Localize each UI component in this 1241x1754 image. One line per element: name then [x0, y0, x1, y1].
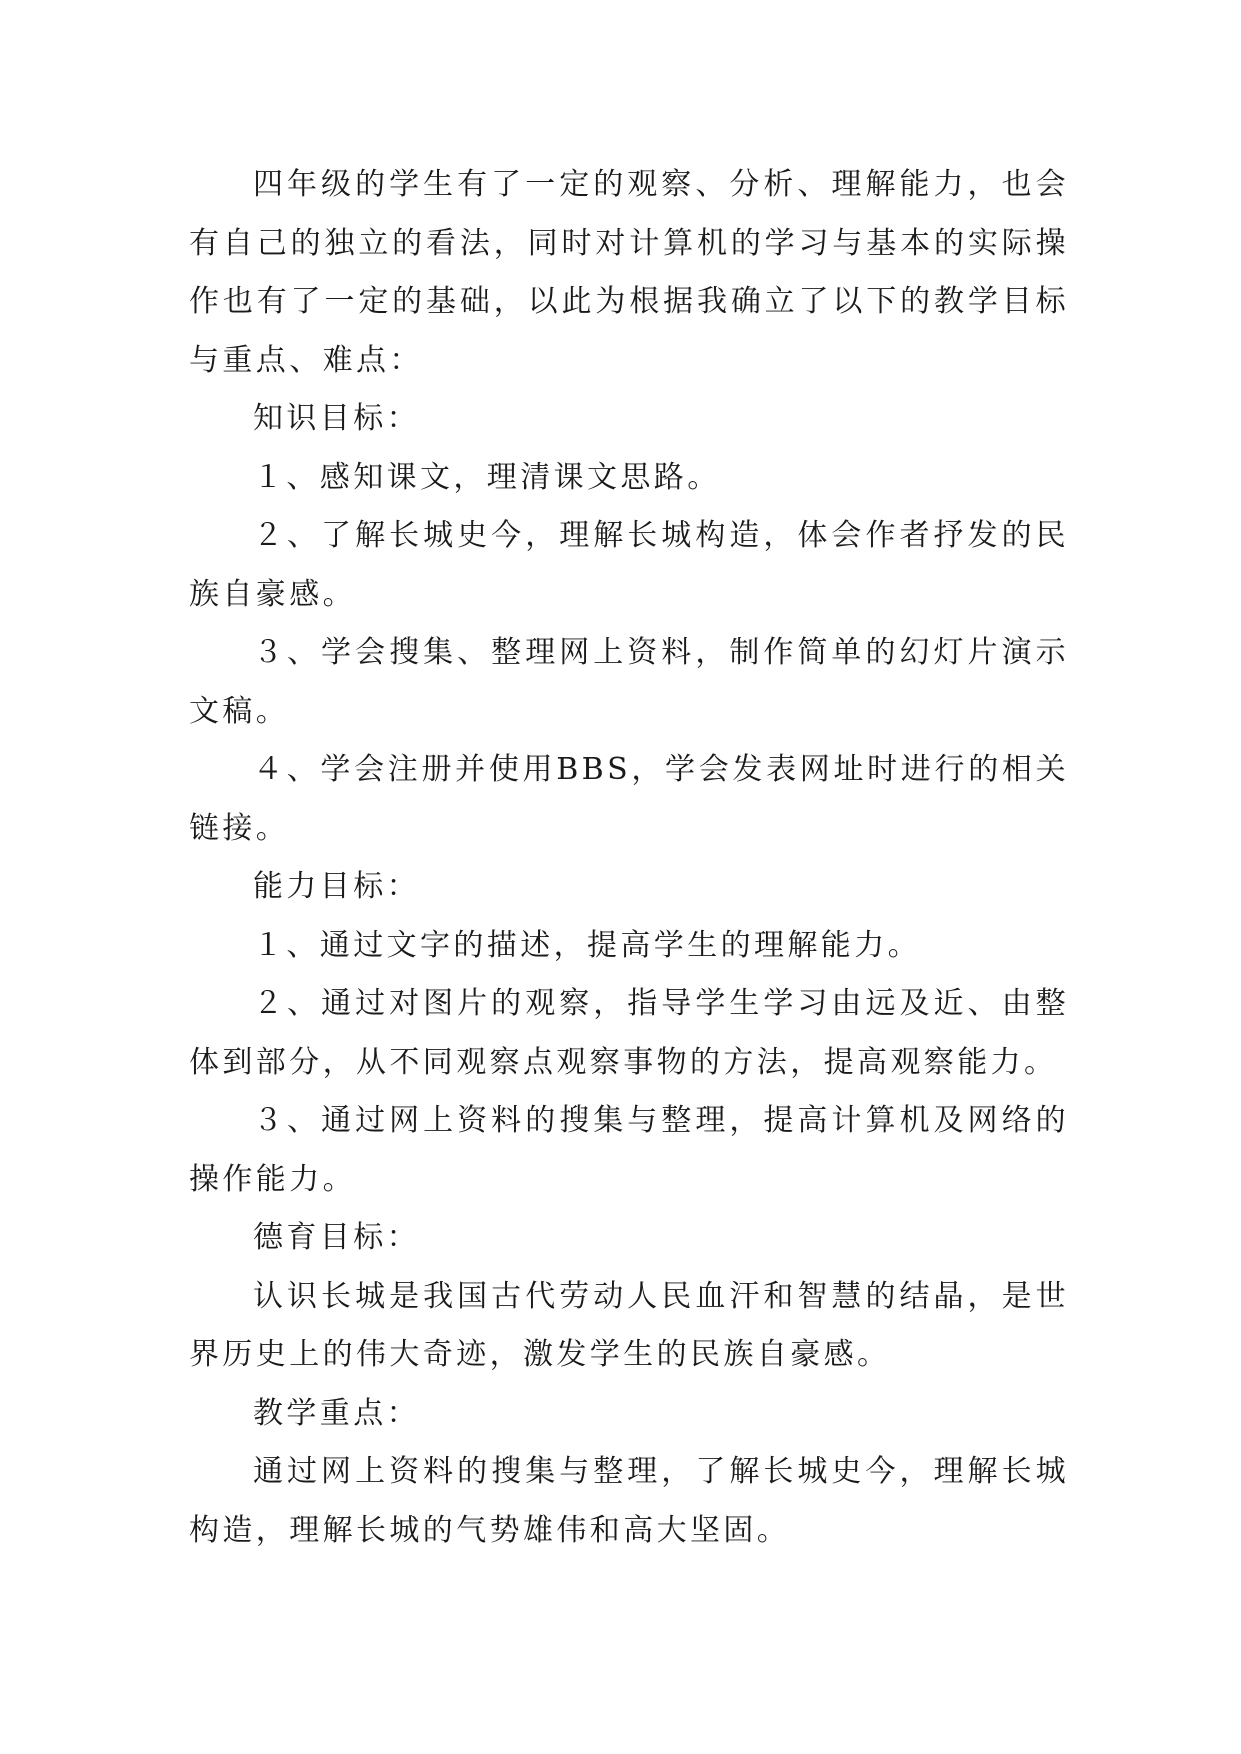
- teaching-focus-text: 通过网上资料的搜集与整理，了解长城史今，理解长城构造，理解长城的气势雄伟和高大坚固。: [189, 1454, 1069, 1548]
- heading-knowledge-goals: 知识目标：: [253, 401, 420, 436]
- knowledge-goal-1: １、感知课文，理清课文思路。: [253, 459, 721, 495]
- heading-ability-goals: 能力目标：: [253, 869, 420, 904]
- knowledge-goal-2: ２、了解长城史今，理解长城构造，体会作者抒发的民族自豪感。: [189, 518, 1069, 612]
- knowledge-goal-4: ４、学会注册并使用BBS，学会发表网址时进行的相关链接。: [189, 752, 1069, 846]
- heading-teaching-focus: 教学重点：: [253, 1395, 420, 1431]
- document-body: [189, 156, 1069, 1560]
- ability-goal-3: ３、通过网上资料的搜集与整理，提高计算机及网络的操作能力。: [189, 1103, 1069, 1197]
- paragraph-intro: 四年级的学生有了一定的观察、分析、理解能力，也会有自己的独立的看法，同时对计算机的学习与基本的实际操作也有了一定的基础，以此为根据我确立了以下的教学目标与重点、难点：: [189, 167, 1069, 378]
- heading-moral-goals: 德育目标：: [253, 1220, 420, 1255]
- knowledge-goal-3: ３、学会搜集、整理网上资料，制作简单的幻灯片演示文稿。: [189, 635, 1069, 729]
- ability-goal-2: ２、通过对图片的观察，指导学生学习由远及近、由整体到部分，从不同观察点观察事物的方法，提高观察能力。: [189, 986, 1069, 1080]
- moral-goal-text: 认识长城是我国古代劳动人民血汗和智慧的结晶，是世界历史上的伟大奇迹，激发学生的民族自豪感。: [189, 1278, 1069, 1372]
- ability-goal-1: １、通过文字的描述，提高学生的理解能力。: [253, 927, 921, 963]
